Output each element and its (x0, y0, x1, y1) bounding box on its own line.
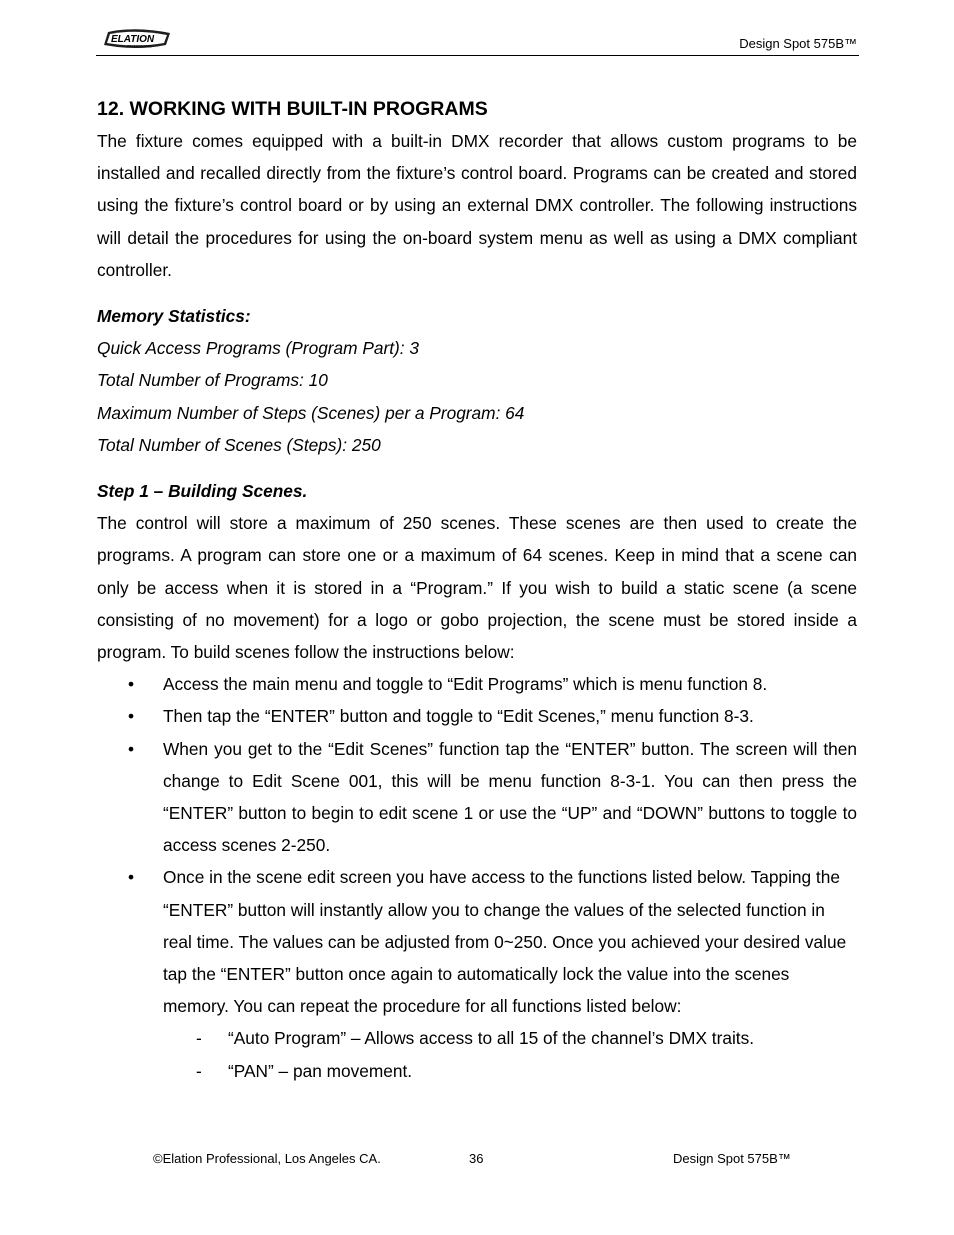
dash-icon: - (196, 1028, 202, 1049)
stat-line: Maximum Number of Steps (Scenes) per a Program: 64 (97, 402, 525, 423)
page-content (97, 95, 857, 1087)
stat-line: Total Number of Scenes (Steps): 250 (97, 434, 381, 455)
logo-subtext: PROFESSIONAL (127, 44, 152, 49)
list-item-text: Access the main menu and toggle to “Edit Programs” which is menu function 8. (163, 674, 768, 695)
instruction-list (97, 668, 857, 1022)
list-item-text: When you get to the “Edit Scenes” function tap the “ENTER” button. The screen will then change to Edit Scene 001, this will be menu function 8-3-1. You can then press the “ENTER” button to begin to edit scene 1 or use the “UP” and “DOWN” buttons to toggle to access scenes 2-250. (163, 738, 857, 856)
list-item (97, 700, 857, 732)
footer-product: Design Spot 575B™ (673, 1151, 791, 1166)
elation-logo (100, 28, 172, 50)
bullet-icon: • (128, 706, 135, 727)
list-item (97, 733, 857, 862)
dash-icon: - (196, 1060, 202, 1081)
bullet-icon: • (128, 867, 135, 888)
list-item (97, 668, 857, 700)
bullet-icon: • (128, 674, 135, 695)
logo-text: ELATION (111, 34, 155, 45)
header-title: Design Spot 575B™ (739, 36, 857, 51)
intro-paragraph: The fixture comes equipped with a built-in DMX recorder that allows custom programs to be installed and recalled directly from the fixture’s control board. Programs can be created and stored using the fixture’s control board or by using an external DMX controller. The following instructions will detail the procedures for using the on-board system menu as well as using a DMX compliant controller. (97, 131, 857, 280)
step1-heading: Step 1 – Building Scenes. (97, 481, 308, 502)
list-item-text: Then tap the “ENTER” button and toggle to “Edit Scenes,” menu function 8-3. (163, 706, 754, 727)
bullet-icon: • (128, 738, 135, 759)
function-sub-list (97, 1022, 857, 1086)
memory-statistics-heading: Memory Statistics: (97, 306, 251, 327)
sub-list-item (97, 1055, 857, 1087)
section-heading: 12. WORKING WITH BUILT-IN PROGRAMS (97, 98, 488, 120)
sub-list-item-text: “PAN” – pan movement. (228, 1060, 413, 1081)
footer-copyright: ©Elation Professional, Los Angeles CA. (153, 1151, 381, 1166)
page-header (96, 26, 859, 56)
step1-paragraph: The control will store a maximum of 250 scenes. These scenes are then used to create the programs. A program can store one or a maximum of 64 scenes. Keep in mind that a scene can only be access when it is stored in a “Program.” If you wish to build a static scene (a scene consisting of no movement) for a logo or gobo projection, the scene must be stored inside a program. To build scenes follow the instructions below: (97, 513, 857, 663)
footer-page-number: 36 (469, 1151, 484, 1166)
list-item-text: Once in the scene edit screen you have access to the functions listed below. Tapping the “ENTER” button will instantly allow you to change the values of the selected function in real time. The values can be adjusted from 0~250. Once you achieved your desired value tap the “ENTER” button once again to automatically lock the value into the scenes memory. You can repeat the procedure for all functions listed below: (163, 867, 847, 1017)
list-item (97, 861, 857, 1022)
sub-list-item (97, 1022, 857, 1054)
sub-list-item-text: “Auto Program” – Allows access to all 15 of the channel’s DMX traits. (228, 1028, 755, 1049)
stat-line: Total Number of Programs: 10 (97, 370, 328, 391)
stat-line: Quick Access Programs (Program Part): 3 (97, 338, 420, 359)
